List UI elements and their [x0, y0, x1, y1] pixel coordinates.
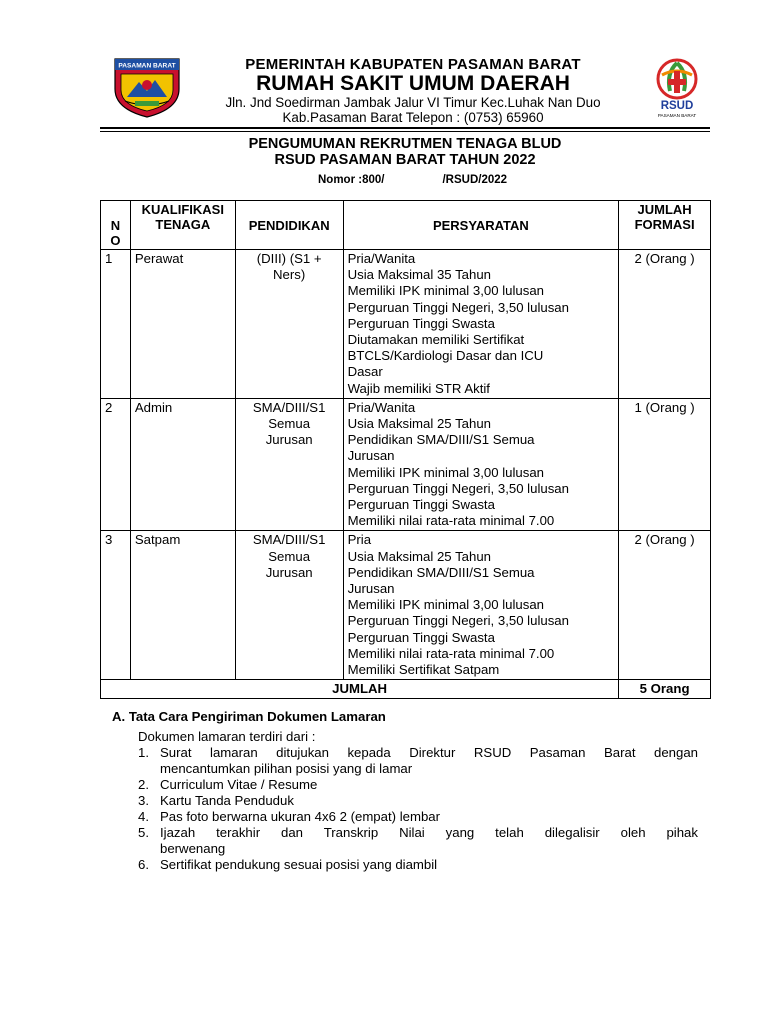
- row-no: 2: [101, 398, 131, 531]
- table-header-row: [101, 201, 711, 250]
- table-row: [101, 250, 711, 399]
- row-jumlah: 2 (Orang ): [619, 531, 711, 680]
- header-persyaratan: PERSYARATAN: [343, 201, 619, 250]
- recruitment-table: [100, 200, 711, 699]
- announcement-title-line-2: RSUD PASAMAN BARAT TAHUN 2022: [274, 152, 536, 168]
- address-line-1: Jln. Jnd Soedirman Jambak Jalur VI Timur Kec.Luhak Nan Duo: [225, 95, 601, 110]
- nomor-suffix: /RSUD/2022: [442, 174, 508, 186]
- row-pendidikan: (DIII) (S1 + Ners): [235, 250, 343, 399]
- logo-right-label: RSUD: [660, 100, 694, 112]
- section-a-intro: Dokumen lamaran terdiri dari :: [138, 729, 316, 744]
- pasaman-barat-shield-logo: [109, 55, 185, 119]
- nomor-label: Nomor :800/: [318, 174, 385, 186]
- header-jumlah-formasi: JUMLAH FORMASI: [619, 201, 711, 250]
- letterhead-rule-thin: [100, 131, 710, 132]
- announcement-title-line-1: PENGUMUMAN REKRUTMEN TENAGA BLUD: [248, 136, 562, 152]
- row-kualifikasi: Admin: [130, 398, 235, 531]
- row-pendidikan: SMA/DIII/S1 Semua Jurusan: [235, 531, 343, 680]
- letterhead-rule-thick: [100, 127, 710, 129]
- address-line-2: Kab.Pasaman Barat Telepon : (0753) 65960: [282, 110, 544, 125]
- row-persyaratan: Pria/Wanita Usia Maksimal 35 Tahun Memiliki IPK minimal 3,00 lulusan Perguruan Tinggi Negeri, 3,50 lulusan Perguruan Tinggi Swasta Diutamakan memiliki Sertifikat BTCLS/Kardiologi Dasar dan ICU Dasar Wajib memiliki STR Aktif: [343, 250, 619, 399]
- list-item: 2. Curriculum Vitae / Resume: [138, 777, 318, 792]
- logo-left-label: PASAMAN BARAT: [118, 62, 176, 70]
- header-no: N O: [101, 201, 131, 250]
- total-label: JUMLAH: [101, 680, 619, 699]
- list-item: 6. Sertifikat pendukung sesuai posisi yang diambil: [138, 857, 438, 872]
- row-kualifikasi: Perawat: [130, 250, 235, 399]
- total-value: 5 Orang: [619, 680, 711, 699]
- hospital-name: RUMAH SAKIT UMUM DAERAH: [256, 72, 570, 95]
- table-total-row: [101, 680, 711, 699]
- list-item: 3. Kartu Tanda Penduduk: [138, 793, 294, 808]
- row-no: 1: [101, 250, 131, 399]
- row-persyaratan: Pria Usia Maksimal 25 Tahun Pendidikan SMA/DIII/S1 Semua Jurusan Memiliki IPK minimal 3,00 lulusan Perguruan Tinggi Negeri, 3,50 lulusan Perguruan Tinggi Swasta Memiliki nilai rata-rata minimal 7.00 Memiliki Sertifikat Satpam: [343, 531, 619, 680]
- section-a-heading: A. Tata Cara Pengiriman Dokumen Lamaran: [112, 709, 386, 724]
- row-no: 3: [101, 531, 131, 680]
- table-row: [101, 398, 711, 531]
- list-item: 1. Surat lamaran ditujukan kepada Direktur RSUD Pasaman Barat dengan mencantumkan pilihan posisi yang di lamar: [138, 745, 698, 776]
- row-pendidikan: SMA/DIII/S1 Semua Jurusan: [235, 398, 343, 531]
- row-persyaratan: Pria/Wanita Usia Maksimal 25 Tahun Pendidikan SMA/DIII/S1 Semua Jurusan Memiliki IPK minimal 3,00 lulusan Perguruan Tinggi Negeri, 3,50 lulusan Perguruan Tinggi Swasta Memiliki nilai rata-rata minimal 7.00: [343, 398, 619, 531]
- list-item: 4. Pas foto berwarna ukuran 4x6 2 (empat) lembar: [138, 809, 441, 824]
- rsud-logo: [640, 55, 714, 121]
- logo-right-sublabel: PASAMAN BARAT: [657, 113, 697, 118]
- header-kualifikasi: KUALIFIKASI TENAGA: [130, 201, 235, 250]
- government-line: PEMERINTAH KABUPATEN PASAMAN BARAT: [245, 56, 581, 73]
- row-jumlah: 2 (Orang ): [619, 250, 711, 399]
- document-requirements-list: [138, 745, 698, 873]
- row-kualifikasi: Satpam: [130, 531, 235, 680]
- document-number: [318, 174, 507, 186]
- header-pendidikan: PENDIDIKAN: [235, 201, 343, 250]
- list-item: 5. Ijazah terakhir dan Transkrip Nilai yang telah dilegalisir oleh pihak berwenang: [138, 825, 698, 856]
- table-row: [101, 531, 711, 680]
- row-jumlah: 1 (Orang ): [619, 398, 711, 531]
